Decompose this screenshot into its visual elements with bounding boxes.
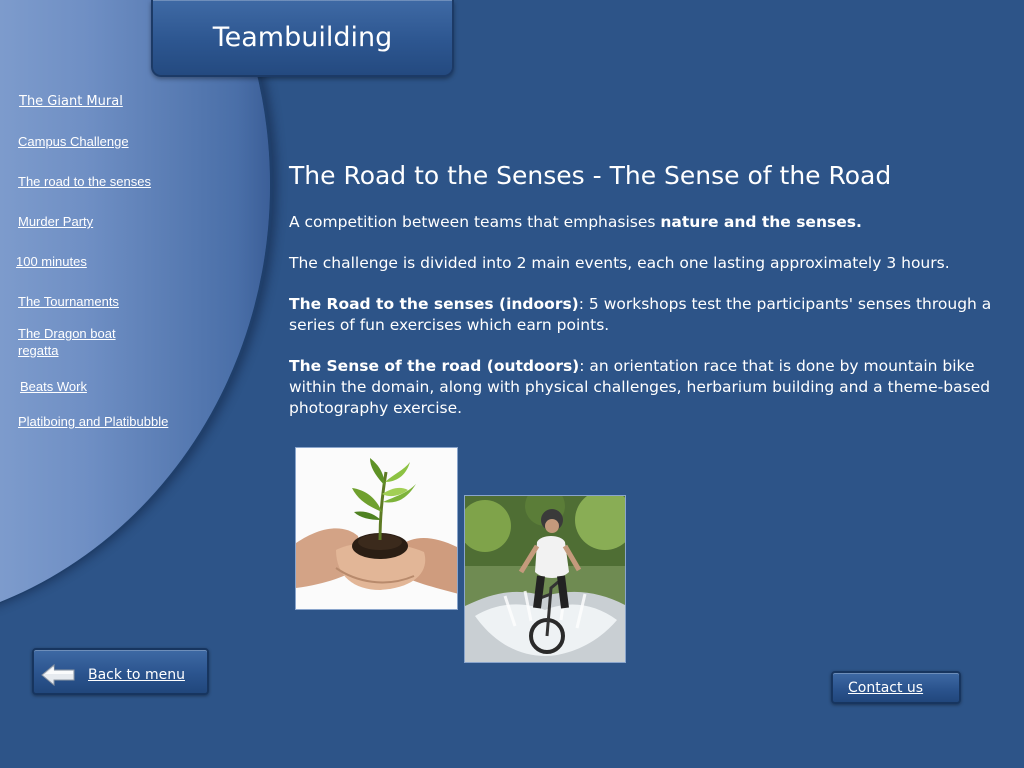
intro-text: A competition between teams that emphasises — [289, 213, 661, 231]
outdoors-bold: The Sense of the road (outdoors) — [289, 357, 580, 375]
back-to-menu-button[interactable] — [32, 648, 209, 695]
sidebar-item-campus-challenge[interactable]: Campus Challenge — [18, 134, 129, 149]
sidebar-item-tournaments[interactable]: The Tournaments — [18, 294, 119, 309]
mountain-bike-image — [465, 496, 626, 663]
back-arrow-icon — [41, 664, 75, 686]
outdoors-paragraph — [289, 356, 1001, 419]
plant-in-hands-photo — [295, 447, 458, 610]
contact-us-button[interactable] — [831, 671, 961, 704]
intro-paragraph — [289, 212, 1001, 233]
outdoors-text: : an orientation race that is done by mountain bike within the domain, along with physical challenges, herbarium building and a theme-based photography exercise. — [289, 357, 991, 417]
sidebar-item-beats-work[interactable]: Beats Work — [20, 379, 87, 394]
main-content — [289, 158, 1001, 417]
plant-in-hands-image — [296, 448, 458, 610]
page-title: Teambuilding — [212, 22, 393, 53]
page-title-tab — [151, 0, 454, 77]
mountain-bike-photo — [464, 495, 626, 663]
sidebar-item-dragon-boat[interactable]: The Dragon boat — [18, 326, 116, 341]
sidebar-item-100-minutes[interactable]: 100 minutes — [16, 254, 87, 269]
indoors-text: : 5 workshops test the participants' senses through a series of fun exercises which earn points. — [289, 295, 992, 334]
sidebar-item-giant-mural[interactable]: The Giant Mural — [19, 94, 123, 109]
main-heading: The Road to the Senses - The Sense of the Road — [289, 161, 892, 190]
indoors-bold: The Road to the senses (indoors) — [289, 295, 579, 313]
contact-us-label: Contact us — [848, 680, 924, 696]
sidebar-item-platiboing[interactable]: Platiboing and Platibubble — [18, 414, 169, 429]
sidebar-item-dragon-boat-line2[interactable]: regatta — [18, 343, 59, 358]
intro-bold: nature and the senses. — [660, 213, 862, 231]
challenge-paragraph: The challenge is divided into 2 main events, each one lasting approximately 3 hours. — [289, 254, 950, 272]
indoors-paragraph — [289, 294, 1001, 336]
sidebar-item-road-to-senses[interactable]: The road to the senses — [18, 174, 151, 189]
back-to-menu-label: Back to menu — [88, 667, 185, 683]
sidebar-item-murder-party[interactable]: Murder Party — [18, 214, 94, 229]
